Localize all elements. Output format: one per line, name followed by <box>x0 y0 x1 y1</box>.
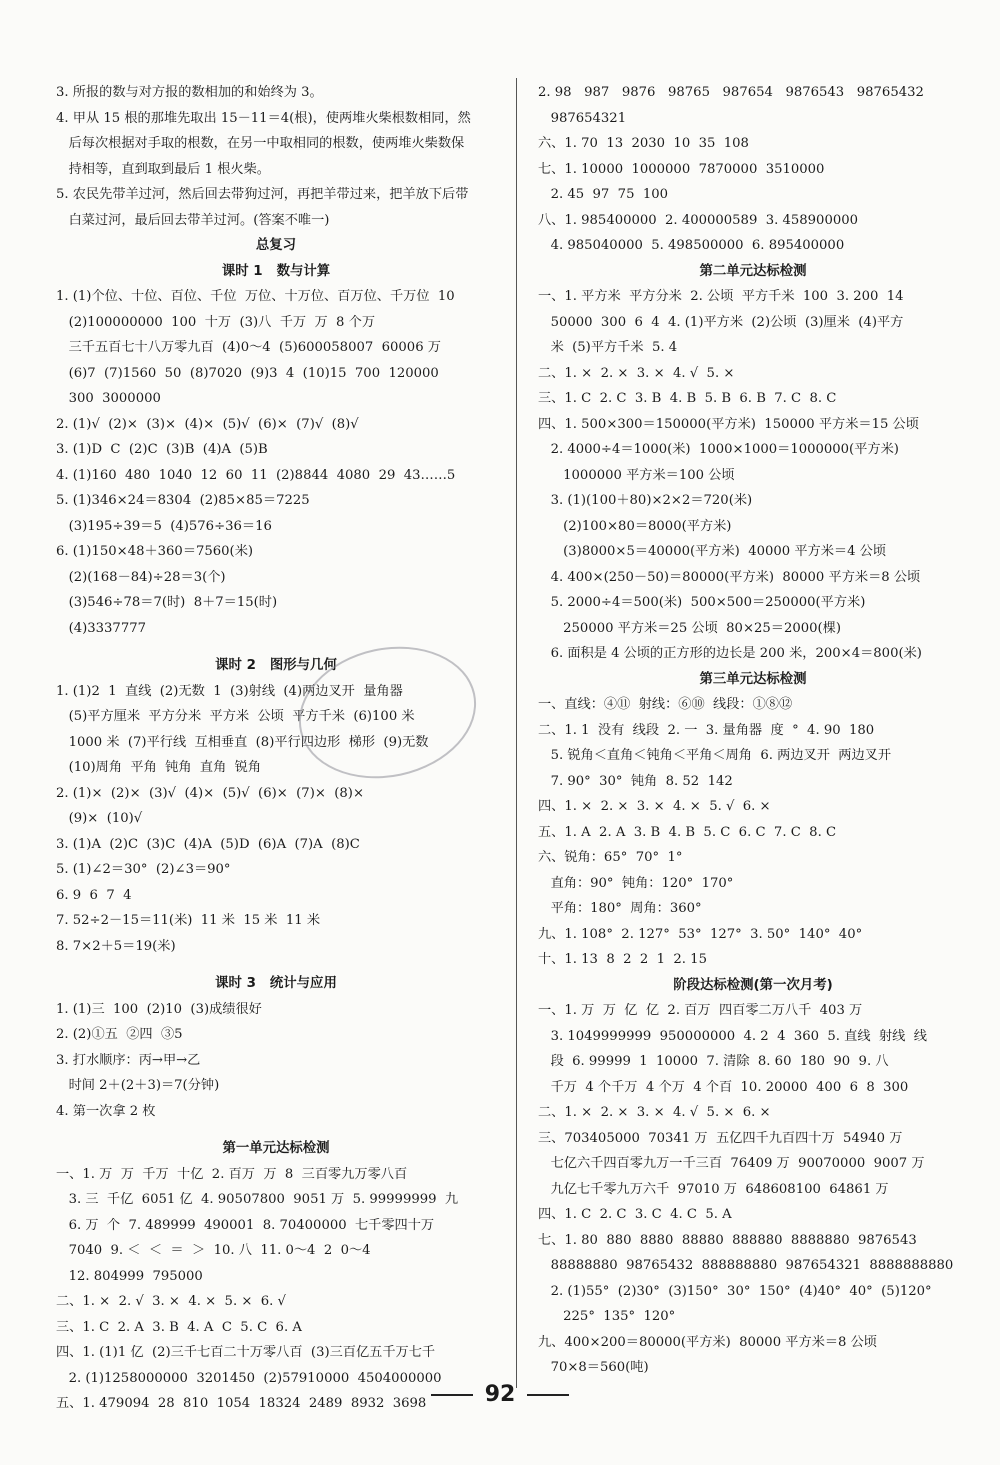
answer-line: 米 (5)平方千米 5. 4 <box>538 340 678 355</box>
answer-line: 4. (1)160 480 1040 12 60 11 (2)8844 4080 29 43……5 <box>56 467 456 483</box>
answer-line: 二、1. 1 没有 线段 2. 一 3. 量角器 度 ° 4. 90 180 <box>538 722 875 738</box>
answer-line <box>56 959 496 971</box>
section-heading: 阶段达标检测(第一次月考) <box>673 977 833 993</box>
answer-line: 2. (1)√ (2)× (3)× (4)× (5)√ (6)× (7)√ (8)√ <box>56 416 359 432</box>
answer-line: 88888880 98765432 888888880 987654321 8888888880 <box>538 1258 954 1273</box>
answer-line: (5)平方厘米 平方分米 平方米 公顷 平方千米 (6)100 米 <box>56 709 415 724</box>
answer-line: 四、1. 500×300＝150000(平方米) 150000 平方米＝15 公顷 <box>538 416 919 432</box>
answer-line: 3. (1)A (2)C (3)C (4)A (5)D (6)A (7)A (8)C <box>56 836 360 852</box>
answer-line: 四、1. × 2. × 3. × 4. × 5. √ 6. × <box>538 799 771 814</box>
answer-line: 3. 所报的数与对方报的数相加的和始终为 3。 <box>56 85 323 100</box>
section-heading: 第一单元达标检测 <box>222 1141 330 1156</box>
answer-line: 6. 9 6 7 4 <box>56 887 132 903</box>
answer-line: 5. 锐角＜直角＜钝角＜平角＜周角 6. 两边叉开 两边叉开 <box>538 748 892 763</box>
answer-line: 1. (1)个位、十位、百位、千位 万位、十万位、百万位、千万位 10 <box>56 289 455 304</box>
answer-line: 3. (1)(100＋80)×2×2＝720(米) <box>538 493 753 508</box>
answer-column-left <box>56 80 496 1417</box>
answer-line: 3. 打水顺序：丙→甲→乙 <box>56 1052 201 1068</box>
answer-line: 3. 1049999999 950000000 4. 2 4 360 5. 直线 射线 线 <box>538 1028 927 1044</box>
answer-line: (4)3337777 <box>56 620 146 636</box>
answer-line: 二、1. × 2. × 3. × 4. √ 5. × 6. × <box>538 1105 771 1120</box>
section-heading: 总复习 <box>255 238 297 253</box>
answer-line: 4. 400×(250－50)＝80000(平方米) 80000 平方米＝8 公顷 <box>538 569 921 585</box>
answer-line: 1. (1)2 1 直线 (2)无数 1 (3)射线 (4)两边叉开 量角器 <box>56 683 403 699</box>
answer-line: 九、400×200＝80000(平方米) 80000 平方米＝8 公顷 <box>538 1334 877 1350</box>
answer-line: 一、1. 万 万 千万 十亿 2. 百万 万 8 三百零九万零八百 <box>56 1166 408 1182</box>
answer-line: 三、1. C 2. A 3. B 4. A C 5. C 6. A <box>56 1319 302 1335</box>
answer-line: 6. 面积是 4 公顷的正方形的边长是 200 米，200×4＝800(米) <box>538 646 922 661</box>
answer-line: 七亿六千四百零九万一千三百 76409 万 90070000 9007 万 <box>538 1156 925 1171</box>
answer-line: 300 3000000 <box>56 391 161 406</box>
column-divider <box>516 78 517 1388</box>
answer-line: 4. 985040000 5. 498500000 6. 895400000 <box>538 238 845 253</box>
section-heading: 课时 3 统计与应用 <box>215 976 337 991</box>
answer-line: 2. 45 97 75 100 <box>538 187 669 202</box>
answer-line: 250000 平方米＝25 公顷 80×25＝2000(棵) <box>538 620 842 636</box>
answer-line: 2. 4000÷4＝1000(米) 1000×1000＝1000000(平方米) <box>538 442 899 457</box>
answer-line: 二、1. × 2. × 3. × 4. √ 5. × <box>538 365 735 381</box>
answer-line: 五、1. A 2. A 3. B 4. B 5. C 6. C 7. C 8. C <box>538 824 837 840</box>
section-heading: 课时 1 数与计算 <box>221 263 331 279</box>
answer-line: 白菜过河，最后回去带羊过河。(答案不唯一) <box>56 212 330 228</box>
answer-line: 987654321 <box>538 110 627 126</box>
answer-line: 8. 7×2＋5＝19(米) <box>56 938 176 954</box>
answer-line: 七、1. 10000 1000000 7870000 3510000 <box>538 161 825 177</box>
section-heading: 第二单元达标检测 <box>699 263 807 279</box>
answer-line: 千万 4 个千万 4 个万 4 个百 10. 20000 400 6 8 300 <box>538 1079 909 1095</box>
answer-line: 二、1. × 2. √ 3. × 4. × 5. × 6. √ <box>56 1294 286 1309</box>
answer-line: 十、1. 13 8 2 2 1 2. 15 <box>538 952 707 967</box>
answer-line: 12. 804999 795000 <box>56 1268 203 1284</box>
answer-line: 225° 135° 120° <box>538 1309 676 1324</box>
answer-line: (2)100000000 100 十万 (3)八 千万 万 8 个万 <box>56 314 376 330</box>
answer-line: 四、1. (1)1 亿 (2)三千七百二十万零八百 (3)三百亿五千万七千 <box>56 1345 436 1360</box>
answer-line: (10)周角 平角 钝角 直角 锐角 <box>56 760 262 775</box>
answer-column-right <box>538 80 968 1381</box>
answer-line: 2. 98 987 9876 98765 987654 9876543 98765432 <box>538 85 924 100</box>
answer-line: 五、1. 479094 28 810 1054 18324 2489 8932 3698 <box>56 1396 427 1411</box>
answer-line: 后每次根据对手取的根数，在另一中取相同的根数，使两堆火柴数保 <box>56 136 465 151</box>
answer-line: 1000 米 (7)平行线 互相垂直 (8)平行四边形 梯形 (9)无数 <box>56 734 429 750</box>
answer-line: (6)7 (7)1560 50 (8)7020 (9)3 4 (10)15 700 120000 <box>56 365 439 381</box>
dash-left <box>431 1394 473 1396</box>
page-number-text: 92 <box>484 1382 516 1407</box>
answer-line: 5. 2000÷4＝500(米) 500×500＝250000(平方米) <box>538 595 866 610</box>
answer-line: 1. (1)三 100 (2)10 (3)成绩很好 <box>56 1001 262 1017</box>
section-heading: 第三单元达标检测 <box>699 671 807 687</box>
answer-line: 50000 300 6 4 4. (1)平方米 (2)公顷 (3)厘米 (4)平方 <box>538 314 904 330</box>
answer-line: 7. 90° 30° 钝角 8. 52 142 <box>538 773 733 789</box>
answer-line <box>56 641 496 653</box>
answer-line: 九亿七千零九万六千 97010 万 648608100 64861 万 <box>538 1181 889 1197</box>
answer-line: 八、1. 985400000 2. 400000589 3. 458900000 <box>538 212 859 228</box>
answer-line: 1000000 平方米＝100 公顷 <box>538 467 735 483</box>
answer-line: 一、直线：④⑪ 射线：⑥⑩ 线段：①⑧⑫ <box>538 697 793 712</box>
answer-line: 平角：180° 周角：360° <box>538 901 702 916</box>
answer-line: 2. (2)①五 ②四 ③5 <box>56 1027 183 1042</box>
answer-line: 6. 万 个 7. 489999 490001 8. 70400000 七千零四十万 <box>56 1217 435 1233</box>
answer-line: 四、1. C 2. C 3. C 4. C 5. A <box>538 1207 732 1222</box>
answer-line: 3. 三 千亿 6051 亿 4. 90507800 9051 万 5. 99999999 九 <box>56 1192 459 1207</box>
answer-line: 70×8＝560(吨) <box>538 1360 649 1375</box>
answer-line: 一、1. 平方米 平方分米 2. 公顷 平方千米 100 3. 200 14 <box>538 289 904 304</box>
answer-line: 5. (1)∠2＝30° (2)∠3＝90° <box>56 862 231 877</box>
answer-line: 九、1. 108° 2. 127° 53° 127° 3. 50° 140° 40° <box>538 926 863 942</box>
answer-line: 2. (1)× (2)× (3)√ (4)× (5)√ (6)× (7)× (8)× <box>56 785 365 801</box>
answer-line: (3)195÷39＝5 (4)576÷36＝16 <box>56 518 272 534</box>
answer-line: 段 6. 99999 1 10000 7. 清除 8. 60 180 90 9. 八 <box>538 1054 889 1069</box>
answer-line: (9)× (10)√ <box>56 811 143 826</box>
answer-line: 六、1. 70 13 2030 10 35 108 <box>538 136 749 151</box>
answer-line: (2)(168－84)÷28＝3(个) <box>56 569 226 585</box>
answer-line: 三、703405000 70341 万 五亿四千九百四十万 54940 万 <box>538 1130 903 1146</box>
dash-right <box>527 1394 569 1396</box>
answer-line <box>56 1124 496 1136</box>
answer-line: 5. 农民先带羊过河，然后回去带狗过河，再把羊带过来，把羊放下后带 <box>56 187 469 202</box>
answer-line: 2. (1)55° (2)30° (3)150° 30° 150° (4)40° 40° (5)120° <box>538 1283 932 1299</box>
answer-line: 7040 9. ＜ ＜ ＝ ＞ 10. 八 11. 0～4 2 0～4 <box>56 1243 371 1258</box>
answer-line: 一、1. 万 万 亿 亿 2. 百万 四百零二万八千 403 万 <box>538 1003 863 1018</box>
answer-line: 六、锐角：65° 70° 1° <box>538 850 683 865</box>
answer-line: 4. 第一次拿 2 枚 <box>56 1103 156 1119</box>
answer-line: 持相等，直到取到最后 1 根火柴。 <box>56 161 270 177</box>
answer-line: (2)100×80＝8000(平方米) <box>538 518 732 534</box>
answer-line: 7. 52÷2－15＝11(米) 11 米 15 米 11 米 <box>56 913 321 928</box>
answer-line: 6. (1)150×48＋360＝7560(米) <box>56 544 254 559</box>
answer-line: 3. (1)D C (2)C (3)B (4)A (5)B <box>56 442 268 457</box>
answer-line: (3)546÷78＝7(时) 8＋7＝15(时) <box>56 595 278 610</box>
answer-line: 4. 甲从 15 根的那堆先取出 15－11＝4(根)，使两堆火柴根数相同，然 <box>56 110 471 126</box>
answer-line: 三、1. C 2. C 3. B 4. B 5. B 6. B 7. C 8. C <box>538 391 837 406</box>
answer-line: 七、1. 80 880 8880 88880 888880 8888880 9876543 <box>538 1232 917 1248</box>
answer-line: 直角：90° 钝角：120° 170° <box>538 875 734 891</box>
answer-line: 2. (1)1258000000 3201450 (2)57910000 4504000000 <box>56 1370 442 1386</box>
answer-line: 三千五百七十八万零九百 (4)0～4 (5)600058007 60006 万 <box>56 340 441 355</box>
answer-line: 时间 2＋(2＋3)＝7(分钟) <box>56 1078 220 1093</box>
answer-line: (3)8000×5＝40000(平方米) 40000 平方米＝4 公顷 <box>538 544 887 559</box>
page-number <box>0 1382 1000 1407</box>
section-heading: 课时 2 图形与几何 <box>215 658 337 673</box>
answer-line: 5. (1)346×24＝8304 (2)85×85＝7225 <box>56 493 310 508</box>
